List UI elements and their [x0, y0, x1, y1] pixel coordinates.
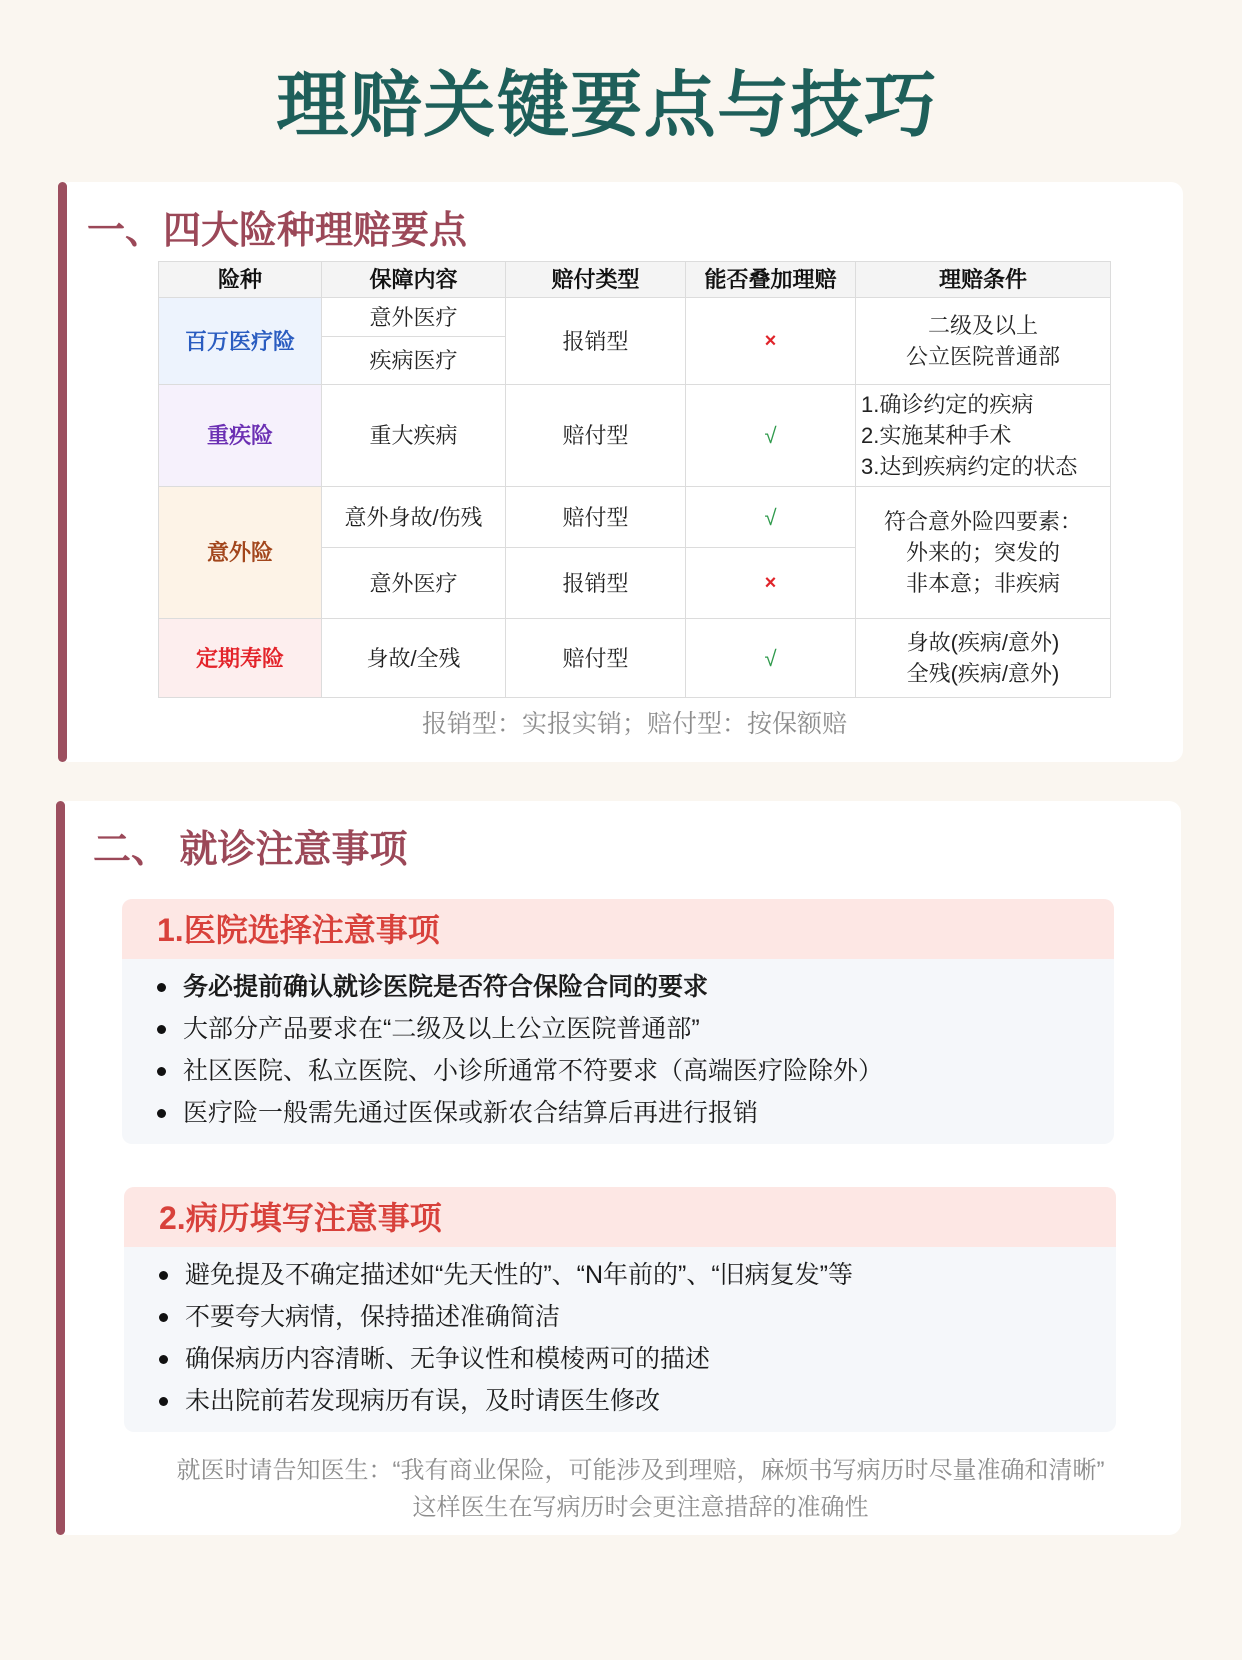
tips-list	[122, 959, 1114, 1134]
section-heading: 一、四大险种理赔要点	[87, 210, 468, 252]
insurance-type-cell: 百万医疗险	[159, 298, 322, 385]
claims-table	[158, 261, 1111, 698]
card-accent-bar	[58, 182, 67, 762]
list-item	[122, 1092, 1114, 1134]
stackable-check-icon: √	[686, 619, 856, 698]
coverage-cell: 意外医疗	[322, 548, 506, 619]
list-item-text: 避免提及不确定描述如“先天性的”、“N年前的”、“旧病复发”等	[185, 1261, 854, 1289]
coverage-cell: 意外身故/伤残	[322, 487, 506, 548]
payout-type-cell: 报销型	[506, 548, 686, 619]
bullet-dot-icon	[159, 1397, 168, 1406]
box-title: 1.医院选择注意事项	[122, 899, 1114, 959]
list-item	[122, 966, 1114, 1008]
list-item	[122, 1050, 1114, 1092]
section-heading: 二、 就诊注意事项	[93, 829, 408, 871]
claim-conditions-cell: 二级及以上 公立医院普通部	[856, 298, 1111, 385]
bullet-dot-icon	[157, 983, 166, 992]
claim-conditions-cell: 身故(疾病/意外) 全残(疾病/意外)	[856, 619, 1111, 698]
payout-type-cell: 赔付型	[506, 487, 686, 548]
stackable-cross-icon: ×	[686, 548, 856, 619]
box-title: 2.病历填写注意事项	[124, 1187, 1116, 1247]
medical-record-box	[124, 1187, 1116, 1432]
list-item	[124, 1254, 1116, 1296]
bullet-dot-icon	[159, 1271, 168, 1280]
claim-conditions-cell: 1.确诊约定的疾病 2.实施某种手术 3.达到疾病约定的状态	[856, 385, 1111, 487]
doctor-tip-note: 这样医生在写病历时会更注意措辞的准确性	[412, 1494, 869, 1521]
claim-conditions-cell: 符合意外险四要素： 外来的；突发的 非本意；非疾病	[856, 487, 1111, 619]
bullet-dot-icon	[159, 1313, 168, 1322]
insurance-type-cell: 重疾险	[159, 385, 322, 487]
stackable-check-icon: √	[686, 487, 856, 548]
list-item-text: 大部分产品要求在“二级及以上公立医院普通部”	[183, 1015, 700, 1043]
list-item-text: 未出院前若发现病历有误，及时请医生修改	[185, 1387, 661, 1415]
medical-visit-card	[56, 801, 1181, 1535]
insurance-type-cell: 定期寿险	[159, 619, 322, 698]
coverage-cell: 意外医疗	[322, 298, 506, 337]
list-item-text: 务必提前确认就诊医院是否符合保险合同的要求	[183, 973, 709, 1001]
list-item	[124, 1380, 1116, 1422]
bullet-dot-icon	[159, 1355, 168, 1364]
list-item-text: 医疗险一般需先通过医保或新农合结算后再进行报销	[183, 1099, 759, 1127]
doctor-tip-note: 就医时请告知医生：“我有商业保险，可能涉及到理赔，麻烦书写病历时尽量准确和清晰”	[176, 1457, 1105, 1484]
coverage-cell: 重大疾病	[322, 385, 506, 487]
insurance-claims-card	[58, 182, 1183, 762]
table-header-cell: 保障内容	[322, 262, 506, 298]
list-item	[124, 1338, 1116, 1380]
payout-type-cell: 赔付型	[506, 619, 686, 698]
list-item	[122, 1008, 1114, 1050]
list-item-text: 不要夸大病情，保持描述准确简洁	[185, 1303, 561, 1331]
bullet-dot-icon	[157, 1025, 166, 1034]
list-item-text: 社区医院、私立医院、小诊所通常不符要求（高端医疗险除外）	[183, 1057, 884, 1085]
insurance-type-cell: 意外险	[159, 487, 322, 619]
tips-list	[124, 1247, 1116, 1422]
coverage-cell: 身故/全残	[322, 619, 506, 698]
table-footnote: 报销型：实报实销；赔付型：按保额赔	[421, 710, 847, 738]
card-accent-bar	[56, 801, 65, 1535]
page-title: 理赔关键要点与技巧	[276, 66, 938, 146]
list-item	[124, 1296, 1116, 1338]
list-item-text: 确保病历内容清晰、无争议性和模棱两可的描述	[185, 1345, 711, 1373]
payout-type-cell: 报销型	[506, 298, 686, 385]
stackable-check-icon: √	[686, 385, 856, 487]
table-header-cell: 能否叠加理赔	[686, 262, 856, 298]
hospital-selection-box	[122, 899, 1114, 1144]
payout-type-cell: 赔付型	[506, 385, 686, 487]
doctor-tip-notes	[100, 1452, 1181, 1526]
bullet-dot-icon	[157, 1109, 166, 1118]
table-header-cell: 赔付类型	[506, 262, 686, 298]
table-header-cell: 险种	[159, 262, 322, 298]
coverage-cell: 疾病医疗	[322, 337, 506, 385]
stackable-cross-icon: ×	[686, 298, 856, 385]
bullet-dot-icon	[157, 1067, 166, 1076]
table-header-cell: 理赔条件	[856, 262, 1111, 298]
